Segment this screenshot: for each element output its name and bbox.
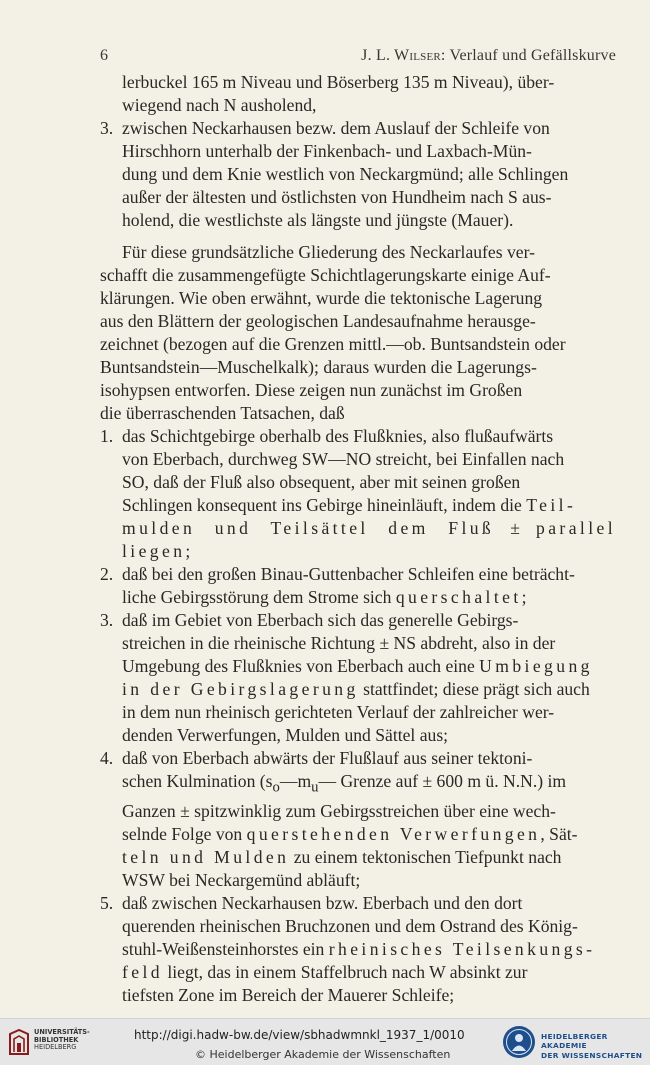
text-line: WSW bei Neckargemünd abläuft; xyxy=(122,869,361,890)
library-name-line: UNIVERSITÄTS- xyxy=(34,1028,90,1036)
permalink-url[interactable]: http://digi.hadw-bw.de/view/sbhadwmnkl_1937_1/0010 xyxy=(134,1028,465,1042)
spaced-emphasis: querstehenden Verwerfungen xyxy=(246,823,541,844)
body-paragraph xyxy=(100,241,616,425)
list-number: 2. xyxy=(100,564,114,584)
text-line: schafft die zusammengefügte Schichtlagerungskarte einige Auf- xyxy=(100,265,551,285)
text-line: Hirschhorn unterhalb der Finkenbach- und Laxbach-Mün- xyxy=(122,141,532,161)
copyright-notice: © Heidelberger Akademie der Wissenschaften xyxy=(195,1048,451,1061)
text-line: lerbuckel 165 m Niveau und Böserberg 135 m Niveau), über- xyxy=(122,72,555,92)
text-line: SO, daß der Fluß also obsequent, aber mit seinen großen xyxy=(122,472,521,492)
text-line: von Eberbach, durchweg SW—NO streicht, bei Einfallen nach xyxy=(122,449,565,469)
subscript: o xyxy=(272,779,280,796)
intro-continuation xyxy=(100,71,616,117)
page-number: 6 xyxy=(100,47,108,64)
text-line: — Grenze auf ± 600 m ü. N.N.) im xyxy=(318,771,567,791)
running-header xyxy=(100,44,616,68)
text-line: —m xyxy=(279,771,312,791)
spaced-emphasis: mulden und Teilsättel dem Fluß xyxy=(122,518,495,538)
running-title xyxy=(361,44,616,68)
finding-4 xyxy=(100,747,616,892)
text-line: klärungen. Wie oben erwähnt, wurde die tektonische Lagerung xyxy=(100,288,543,308)
punctuation: ; xyxy=(185,541,191,561)
text-line: das Schichtgebirge oberhalb des Flußknies, also flußaufwärts xyxy=(122,426,554,446)
list-number: 3. xyxy=(100,610,114,630)
text-line: streichen in die rheinische Richtung ± NS abdreht, also in der xyxy=(122,633,556,653)
author-name: J. L. Wilser xyxy=(361,47,441,64)
text-line: aus den Blättern der geologischen Landesaufnahme herausge- xyxy=(100,311,536,331)
punctuation: ; xyxy=(521,587,527,607)
library-name xyxy=(34,1029,90,1052)
spaced-emphasis: teln und Mulden xyxy=(122,846,290,867)
text-line: die überraschenden Tatsachen, daß xyxy=(100,403,345,423)
text-line: daß zwischen Neckarhausen bzw. Eberbach und den dort xyxy=(122,892,523,913)
text-line: daß im Gebiet von Eberbach sich das generelle Gebirgs- xyxy=(122,610,519,630)
plus-minus-sign: ± xyxy=(510,518,520,538)
library-name-line: BIBLIOTHEK xyxy=(34,1035,79,1044)
text-line: querenden rheinischen Bruchzonen und dem Ostrand des König- xyxy=(122,915,578,936)
text-line: zu einem tektonischen Tiefpunkt nach xyxy=(293,846,562,867)
text-line: , Sät- xyxy=(540,823,578,844)
spaced-emphasis: feld xyxy=(122,961,163,982)
viewer-footer xyxy=(0,1018,650,1065)
text-line: daß bei den großen Binau-Guttenbacher Schleifen eine beträcht- xyxy=(122,564,575,584)
text-line: zeichnet (bezogen auf die Grenzen mittl.—ob. Buntsandstein oder xyxy=(100,334,566,354)
text-line: daß von Eberbach abwärts der Flußlauf aus seiner tektoni- xyxy=(122,748,533,768)
academy-name-line: HEIDELBERGER AKADEMIE xyxy=(541,1032,608,1051)
spaced-emphasis: Umbiegung xyxy=(479,656,593,676)
list-number: 4. xyxy=(100,748,114,768)
text-line: Buntsandstein—Muschelkalk); daraus wurden die Lagerungs- xyxy=(100,357,537,377)
library-name-line: HEIDELBERG xyxy=(34,1043,77,1052)
spaced-emphasis: in der Gebirgslagerung xyxy=(122,679,359,699)
text-line: denden Verwerfungen, Mulden und Sättel aus; xyxy=(122,725,449,745)
university-library-logo xyxy=(8,1028,30,1056)
spaced-emphasis: rheinisches Teilsenkungs- xyxy=(328,938,596,959)
finding-2 xyxy=(100,563,616,609)
text-line: Ganzen ± spitzwinklig zum Gebirgsstreichen über eine wech- xyxy=(122,800,556,821)
list-number: 1. xyxy=(100,426,114,446)
text-line: Umgebung des Flußknies von Eberbach auch eine xyxy=(122,656,475,676)
text-line: stuhl-Weißensteinhorstes ein xyxy=(122,938,325,959)
list-number: 5. xyxy=(100,892,114,913)
text-line: isohypsen entworfen. Diese zeigen nun zunächst im Großen xyxy=(100,380,523,400)
text-line: Schlingen konsequent ins Gebirge hineinläuft, indem die xyxy=(122,495,522,515)
text-line: tiefsten Zone im Bereich der Mauerer Schleife; xyxy=(122,984,455,1005)
spaced-emphasis: Teil- xyxy=(526,495,577,515)
text-line: schen Kulmination (s xyxy=(122,771,273,791)
spaced-emphasis: parallel liegen xyxy=(122,518,616,561)
text-line: zwischen Neckarhausen bezw. dem Auslauf der Schleife von xyxy=(122,118,550,138)
text-line: dung und dem Knie westlich von Neckargmünd; alle Schlingen xyxy=(122,164,569,184)
text-line: wiegend nach N ausholend, xyxy=(122,95,317,115)
text-line: außer der ältesten und östlichsten von Hundheim nach S aus- xyxy=(122,187,552,207)
main-text xyxy=(100,71,616,1007)
text-line: holend, die westlichste als längste und jüngste (Mauer). xyxy=(122,210,514,230)
article-title: : Verlauf und Gefällskurve xyxy=(440,47,616,64)
list-number: 3. xyxy=(100,118,114,138)
subscript: u xyxy=(311,779,319,796)
text-line: liegt, das in einem Staffelbruch nach W absinkt zur xyxy=(167,961,528,982)
finding-1 xyxy=(100,425,616,563)
academy-name-line: DER WISSENSCHAFTEN xyxy=(541,1050,643,1060)
academy-name xyxy=(541,1032,650,1060)
academy-seal-logo xyxy=(502,1025,536,1059)
text-line: stattfindet; diese prägt sich auch xyxy=(363,679,590,699)
spaced-emphasis: querschaltet xyxy=(395,587,522,607)
text-line: selnde Folge von xyxy=(122,823,243,844)
list-item-3 xyxy=(100,117,616,232)
finding-3 xyxy=(100,609,616,747)
text-line: in dem nun rheinisch gerichteten Verlauf der zahlreicher wer- xyxy=(122,702,555,722)
text-line: Für diese grundsätzliche Gliederung des Neckarlaufes ver- xyxy=(122,242,535,262)
text-line: liche Gebirgsstörung dem Strome sich xyxy=(122,587,392,607)
finding-5 xyxy=(100,892,616,1007)
